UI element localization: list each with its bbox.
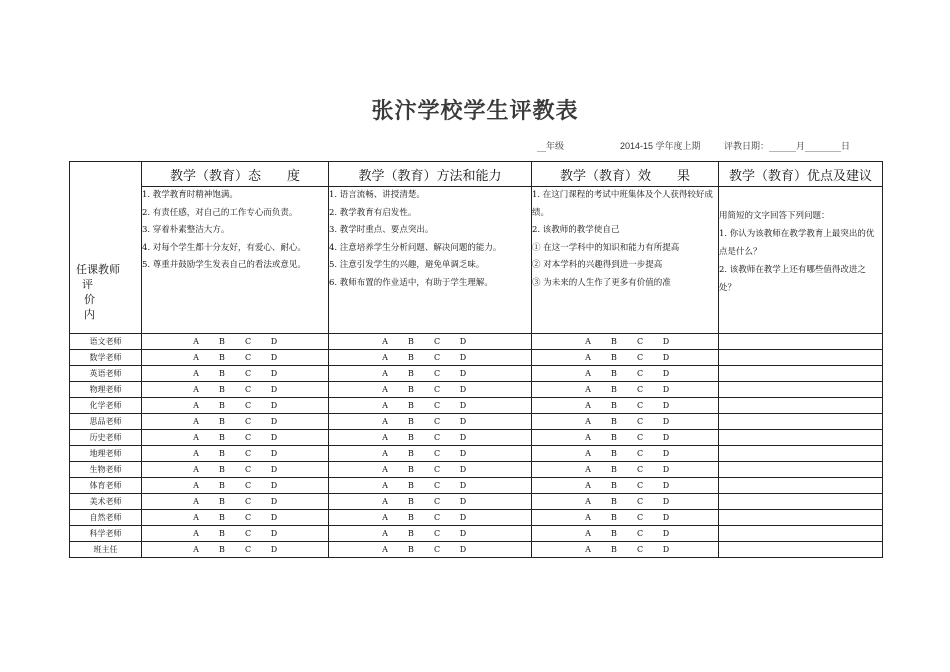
rating-option[interactable]: D	[270, 384, 278, 394]
rating-option[interactable]: A	[382, 544, 388, 554]
rating-options-cell[interactable]	[329, 430, 532, 446]
rating-option[interactable]: B	[408, 336, 414, 346]
rating-option[interactable]: D	[270, 512, 278, 522]
rating-option[interactable]: D	[459, 448, 467, 458]
rating-options-cell[interactable]	[329, 494, 532, 510]
rating-option[interactable]: A	[193, 352, 199, 362]
rating-option[interactable]: D	[662, 336, 670, 346]
rating-options-cell[interactable]	[142, 334, 329, 350]
rating-option[interactable]: C	[244, 336, 252, 346]
teacher-name: 历史老师	[70, 430, 142, 446]
rating-options-cell[interactable]	[142, 398, 329, 414]
rating-option[interactable]: B	[611, 448, 617, 458]
rating-option[interactable]: A	[585, 336, 591, 346]
rating-option[interactable]: C	[636, 400, 644, 410]
rating-options-cell[interactable]	[142, 526, 329, 542]
rating-option[interactable]: C	[636, 544, 644, 554]
rating-option[interactable]: B	[408, 384, 414, 394]
rating-option[interactable]: A	[585, 464, 591, 474]
rating-option[interactable]: A	[193, 544, 199, 554]
rating-options-cell[interactable]	[142, 462, 329, 478]
column-header-effect: 教学（教育）效 果	[532, 162, 719, 187]
suggestion-cell[interactable]	[719, 430, 883, 446]
rating-option[interactable]: D	[459, 464, 467, 474]
rating-option[interactable]: D	[662, 432, 670, 442]
rating-option[interactable]: D	[662, 368, 670, 378]
rating-options-cell[interactable]	[532, 414, 719, 430]
rating-option[interactable]: C	[433, 464, 441, 474]
rating-options-cell[interactable]	[142, 494, 329, 510]
criteria-item: ① 在这一学科中的知识和能力有所提高	[532, 242, 680, 253]
rating-option[interactable]: D	[270, 544, 278, 554]
suggestion-cell[interactable]	[719, 382, 883, 398]
rating-option[interactable]: D	[459, 336, 467, 346]
criteria-item: 5. 尊重并鼓励学生发表自己的看法或意见。	[142, 260, 306, 270]
rating-option[interactable]: C	[433, 352, 441, 362]
rating-options-cell[interactable]	[532, 382, 719, 398]
suggestion-cell[interactable]	[719, 334, 883, 350]
criteria-item: 2. 有责任感，对自己的工作专心而负责。	[142, 207, 298, 218]
rating-option[interactable]: C	[244, 528, 252, 538]
criteria-item: 2. 该教师的教学使自己	[532, 225, 620, 235]
rating-options-cell[interactable]	[532, 430, 719, 446]
rating-option[interactable]: A	[382, 528, 388, 538]
rating-option[interactable]: A	[193, 400, 199, 410]
criteria-item: 4. 注意培养学生分析问题、解决问题的能力。	[329, 242, 502, 253]
rating-option[interactable]: C	[244, 544, 252, 554]
rating-option[interactable]: A	[585, 384, 591, 394]
rating-option[interactable]: A	[382, 464, 388, 474]
rating-option[interactable]: D	[662, 480, 670, 490]
criteria-item: 5. 注意引发学生的兴趣，避免单调乏味。	[329, 260, 485, 270]
rating-option[interactable]: B	[408, 448, 414, 458]
criteria-method	[329, 187, 532, 334]
rating-option[interactable]: A	[585, 352, 591, 362]
rating-options-cell[interactable]	[329, 398, 532, 414]
suggestion-cell[interactable]	[719, 510, 883, 526]
table-row	[70, 462, 883, 478]
rating-option[interactable]: B	[408, 496, 414, 506]
rating-option[interactable]: B	[219, 544, 225, 554]
rating-option[interactable]: D	[459, 496, 467, 506]
rating-option[interactable]: C	[433, 368, 441, 378]
rating-options-cell[interactable]	[532, 350, 719, 366]
rating-option[interactable]: A	[193, 432, 199, 442]
table-row	[70, 542, 883, 558]
table-row	[70, 414, 883, 430]
rating-option[interactable]: C	[433, 400, 441, 410]
rating-option[interactable]: D	[662, 512, 670, 522]
rating-option[interactable]: C	[636, 512, 644, 522]
rating-option[interactable]: D	[662, 448, 670, 458]
evaluation-table	[69, 161, 883, 558]
rating-option[interactable]: C	[636, 496, 644, 506]
rating-options-cell[interactable]	[532, 334, 719, 350]
rating-option[interactable]: A	[382, 336, 388, 346]
suggestion-cell[interactable]	[719, 494, 883, 510]
rating-option[interactable]: C	[636, 384, 644, 394]
rating-option[interactable]: C	[244, 464, 252, 474]
rating-option[interactable]: C	[636, 528, 644, 538]
rating-option[interactable]: A	[382, 352, 388, 362]
rating-option[interactable]: D	[459, 368, 467, 378]
rating-option[interactable]: D	[662, 352, 670, 362]
rating-option[interactable]: C	[433, 544, 441, 554]
rating-option[interactable]: B	[611, 528, 617, 538]
rating-option[interactable]: B	[408, 528, 414, 538]
table-row	[70, 494, 883, 510]
column-header-method: 教学（教育）方法和能力	[329, 162, 532, 187]
criteria-item: 4. 对每个学生都十分友好，有爱心、耐心。	[142, 242, 306, 253]
rating-option[interactable]: A	[193, 464, 199, 474]
rating-option[interactable]: D	[662, 464, 670, 474]
teacher-name: 物理老师	[70, 382, 142, 398]
corner-cell	[70, 162, 142, 334]
rating-option[interactable]: A	[585, 416, 591, 426]
rating-option[interactable]: A	[585, 448, 591, 458]
rating-option[interactable]: C	[636, 464, 644, 474]
teacher-name: 数学老师	[70, 350, 142, 366]
rating-option[interactable]: C	[244, 512, 252, 522]
rating-options-cell[interactable]	[329, 526, 532, 542]
rating-option[interactable]: A	[585, 368, 591, 378]
teacher-name: 科学老师	[70, 526, 142, 542]
rating-option[interactable]: B	[408, 400, 414, 410]
criteria-item: ③ 为未来的人生作了更多有价值的准	[532, 277, 671, 288]
rating-option[interactable]: B	[408, 544, 414, 554]
rating-option[interactable]: B	[219, 336, 225, 346]
teacher-name: 美术老师	[70, 494, 142, 510]
rating-option[interactable]: D	[459, 432, 467, 442]
rating-option[interactable]: B	[611, 512, 617, 522]
rating-option[interactable]: B	[408, 416, 414, 426]
suggestion-cell[interactable]	[719, 398, 883, 414]
teacher-name: 自然老师	[70, 510, 142, 526]
rating-option[interactable]: A	[382, 400, 388, 410]
rating-option[interactable]: B	[219, 512, 225, 522]
rating-option[interactable]: D	[459, 352, 467, 362]
rating-option[interactable]: A	[585, 400, 591, 410]
rating-options-cell[interactable]	[532, 542, 719, 558]
rating-options-cell[interactable]	[532, 446, 719, 462]
rating-option[interactable]: B	[611, 352, 617, 362]
rating-option[interactable]: C	[433, 496, 441, 506]
rating-option[interactable]: C	[433, 448, 441, 458]
rating-option[interactable]: B	[611, 384, 617, 394]
rating-option[interactable]: B	[408, 432, 414, 442]
rating-option[interactable]: D	[459, 512, 467, 522]
rating-option[interactable]: A	[585, 496, 591, 506]
rating-option[interactable]: A	[382, 432, 388, 442]
table-row	[70, 366, 883, 382]
rating-option[interactable]: D	[270, 480, 278, 490]
rating-options-cell[interactable]	[532, 366, 719, 382]
rating-option[interactable]: A	[193, 512, 199, 522]
table-row	[70, 446, 883, 462]
rating-options-cell[interactable]	[142, 542, 329, 558]
criteria-item: 1. 语言流畅、讲授清楚。	[329, 190, 425, 200]
criteria-suggestion	[719, 187, 883, 334]
rating-option[interactable]: B	[611, 400, 617, 410]
rating-option[interactable]: B	[219, 480, 225, 490]
rating-option[interactable]: A	[585, 528, 591, 538]
rating-option[interactable]: A	[585, 432, 591, 442]
rating-option[interactable]: A	[382, 496, 388, 506]
rating-option[interactable]: B	[408, 512, 414, 522]
header-row	[70, 162, 883, 187]
rating-option[interactable]: A	[193, 416, 199, 426]
rating-option[interactable]: A	[193, 480, 199, 490]
teacher-name: 思品老师	[70, 414, 142, 430]
rating-option[interactable]: C	[244, 448, 252, 458]
teacher-name: 体育老师	[70, 478, 142, 494]
rating-options-cell[interactable]	[329, 382, 532, 398]
rating-option[interactable]: D	[662, 496, 670, 506]
rating-option[interactable]: C	[636, 432, 644, 442]
teacher-name: 语文老师	[70, 334, 142, 350]
criteria-effect	[532, 187, 719, 334]
rating-option[interactable]: D	[270, 432, 278, 442]
rating-option[interactable]: B	[219, 400, 225, 410]
rating-option[interactable]: B	[219, 528, 225, 538]
table-row	[70, 430, 883, 446]
rating-option[interactable]: B	[611, 464, 617, 474]
suggestion-cell[interactable]	[719, 446, 883, 462]
rating-option[interactable]: A	[193, 368, 199, 378]
rating-option[interactable]: B	[219, 384, 225, 394]
rating-option[interactable]: C	[636, 416, 644, 426]
rating-option[interactable]: A	[193, 336, 199, 346]
rating-option[interactable]: C	[244, 400, 252, 410]
suggestion-cell[interactable]	[719, 526, 883, 542]
rating-option[interactable]: C	[433, 384, 441, 394]
rating-options-cell[interactable]	[329, 446, 532, 462]
rating-options-cell[interactable]	[532, 510, 719, 526]
teacher-name: 班主任	[70, 542, 142, 558]
suggestion-cell[interactable]	[719, 366, 883, 382]
rating-option[interactable]: D	[662, 416, 670, 426]
rating-option[interactable]: C	[433, 432, 441, 442]
rating-option[interactable]: A	[382, 368, 388, 378]
criteria-item: 用简短的文字回答下列问题：	[719, 211, 830, 221]
rating-option[interactable]: B	[408, 368, 414, 378]
rating-option[interactable]: D	[662, 528, 670, 538]
rating-options-cell[interactable]	[329, 462, 532, 478]
rating-option[interactable]: D	[662, 544, 670, 554]
column-header-attitude: 教学（教育）态 度	[142, 162, 329, 187]
rating-options-cell[interactable]	[329, 366, 532, 382]
rating-option[interactable]: A	[382, 384, 388, 394]
rating-option[interactable]: B	[611, 496, 617, 506]
rating-option[interactable]: D	[662, 384, 670, 394]
criteria-item: 3. 穿着朴素整洁大方。	[142, 225, 230, 235]
rating-option[interactable]: D	[270, 336, 278, 346]
criteria-item: ② 对本学科的兴趣得到进一步提高	[532, 260, 663, 270]
rating-option[interactable]: C	[636, 352, 644, 362]
suggestion-cell[interactable]	[719, 350, 883, 366]
rating-option[interactable]: B	[219, 464, 225, 474]
table-row	[70, 334, 883, 350]
rating-options-cell[interactable]	[532, 478, 719, 494]
rating-option[interactable]: D	[459, 528, 467, 538]
suggestion-cell[interactable]	[719, 414, 883, 430]
page-title: 张汴学校学生评教表	[371, 99, 579, 124]
rating-options-cell[interactable]	[142, 446, 329, 462]
rating-option[interactable]: C	[433, 528, 441, 538]
criteria-item: 1. 你认为该教师在教学教育上最突出的优点是什么？	[719, 229, 875, 257]
rating-options-cell[interactable]	[329, 334, 532, 350]
rating-option[interactable]: A	[382, 448, 388, 458]
suggestion-cell[interactable]	[719, 478, 883, 494]
rating-option[interactable]: D	[270, 464, 278, 474]
rating-options-cell[interactable]	[532, 462, 719, 478]
rating-option[interactable]: A	[585, 512, 591, 522]
rating-option[interactable]: B	[219, 416, 225, 426]
rating-option[interactable]: B	[611, 480, 617, 490]
rating-option[interactable]: D	[270, 448, 278, 458]
rating-option[interactable]: C	[433, 336, 441, 346]
table-row	[70, 382, 883, 398]
rating-option[interactable]: A	[193, 384, 199, 394]
criteria-row	[70, 187, 883, 334]
rating-option[interactable]: C	[244, 352, 252, 362]
rating-option[interactable]: C	[433, 416, 441, 426]
rating-option[interactable]: C	[244, 480, 252, 490]
column-header-suggestion: 教学（教育）优点及建议	[719, 162, 883, 187]
table-row	[70, 350, 883, 366]
rating-option[interactable]: D	[459, 416, 467, 426]
rating-option[interactable]: D	[459, 384, 467, 394]
table-row	[70, 478, 883, 494]
rating-option[interactable]: A	[382, 416, 388, 426]
rating-option[interactable]: C	[244, 384, 252, 394]
suggestion-cell[interactable]	[719, 462, 883, 478]
rating-option[interactable]: A	[193, 528, 199, 538]
rating-option[interactable]: B	[219, 496, 225, 506]
rating-option[interactable]: C	[244, 432, 252, 442]
evaluation-date-field: 评教日期：______月________日	[724, 142, 851, 152]
corner-label: 任课教师 评 价 内	[76, 263, 120, 321]
rating-option[interactable]: B	[611, 336, 617, 346]
rating-option[interactable]: C	[636, 368, 644, 378]
rating-option[interactable]: B	[219, 448, 225, 458]
table-row	[70, 526, 883, 542]
rating-option[interactable]: B	[611, 544, 617, 554]
rating-option[interactable]: D	[270, 496, 278, 506]
rating-option[interactable]: B	[611, 368, 617, 378]
criteria-item: 3. 教学时重点、要点突出。	[329, 225, 434, 235]
rating-options-cell[interactable]	[142, 366, 329, 382]
rating-options-cell[interactable]	[329, 414, 532, 430]
rating-option[interactable]: D	[270, 528, 278, 538]
rating-option[interactable]: A	[382, 480, 388, 490]
rating-option[interactable]: B	[408, 480, 414, 490]
rating-options-cell[interactable]	[142, 478, 329, 494]
rating-option[interactable]: D	[662, 400, 670, 410]
suggestion-cell[interactable]	[719, 542, 883, 558]
teacher-name: 化学老师	[70, 398, 142, 414]
term-label: 2014-15 学年度上期	[620, 141, 701, 151]
rating-option[interactable]: C	[636, 480, 644, 490]
rating-options-cell[interactable]	[532, 398, 719, 414]
rating-option[interactable]: A	[193, 496, 199, 506]
rating-option[interactable]: B	[219, 368, 225, 378]
rating-option[interactable]: D	[459, 480, 467, 490]
criteria-item: 6. 教师布置的作业适中，有助于学生理解。	[329, 277, 493, 288]
rating-option[interactable]: D	[270, 352, 278, 362]
grade-field: __年级	[537, 142, 565, 152]
rating-option[interactable]: B	[611, 432, 617, 442]
rating-options-cell[interactable]	[142, 430, 329, 446]
table-row	[70, 510, 883, 526]
rating-option[interactable]: C	[244, 416, 252, 426]
criteria-attitude	[142, 187, 329, 334]
rating-option[interactable]: D	[270, 400, 278, 410]
rating-option[interactable]: C	[244, 496, 252, 506]
rating-option[interactable]: C	[636, 448, 644, 458]
rating-options-cell[interactable]	[142, 382, 329, 398]
rating-option[interactable]: C	[244, 368, 252, 378]
rating-option[interactable]: B	[408, 352, 414, 362]
rating-options-cell[interactable]	[142, 510, 329, 526]
rating-option[interactable]: A	[193, 448, 199, 458]
rating-options-cell[interactable]	[329, 542, 532, 558]
rating-options-cell[interactable]	[142, 350, 329, 366]
criteria-item: 2. 该教师在教学上还有哪些值得改进之处？	[719, 265, 866, 293]
rating-options-cell[interactable]	[532, 494, 719, 510]
rating-option[interactable]: C	[433, 512, 441, 522]
rating-options-cell[interactable]	[329, 510, 532, 526]
rating-option[interactable]: C	[636, 336, 644, 346]
rating-option[interactable]: A	[585, 480, 591, 490]
rating-option[interactable]: A	[585, 544, 591, 554]
rating-options-cell[interactable]	[532, 526, 719, 542]
criteria-item: 2. 教学教育有启发性。	[329, 207, 417, 218]
rating-option[interactable]: A	[382, 512, 388, 522]
rating-options-cell[interactable]	[329, 478, 532, 494]
rating-option[interactable]: C	[433, 480, 441, 490]
teacher-name: 地理老师	[70, 446, 142, 462]
rating-option[interactable]: D	[270, 368, 278, 378]
rating-options-cell[interactable]	[329, 350, 532, 366]
criteria-item: 1. 在这门课程的考试中班集体及个人获得较好成绩。	[532, 190, 713, 218]
table-row	[70, 398, 883, 414]
teacher-name: 英语老师	[70, 366, 142, 382]
rating-option[interactable]: B	[408, 464, 414, 474]
rating-option[interactable]: B	[611, 416, 617, 426]
rating-option[interactable]: D	[270, 416, 278, 426]
rating-options-cell[interactable]	[142, 414, 329, 430]
rating-option[interactable]: B	[219, 352, 225, 362]
criteria-item: 1. 教学教育时精神饱满。	[142, 190, 238, 200]
teacher-name: 生物老师	[70, 462, 142, 478]
rating-option[interactable]: D	[459, 544, 467, 554]
rating-option[interactable]: D	[459, 400, 467, 410]
rating-option[interactable]: B	[219, 432, 225, 442]
